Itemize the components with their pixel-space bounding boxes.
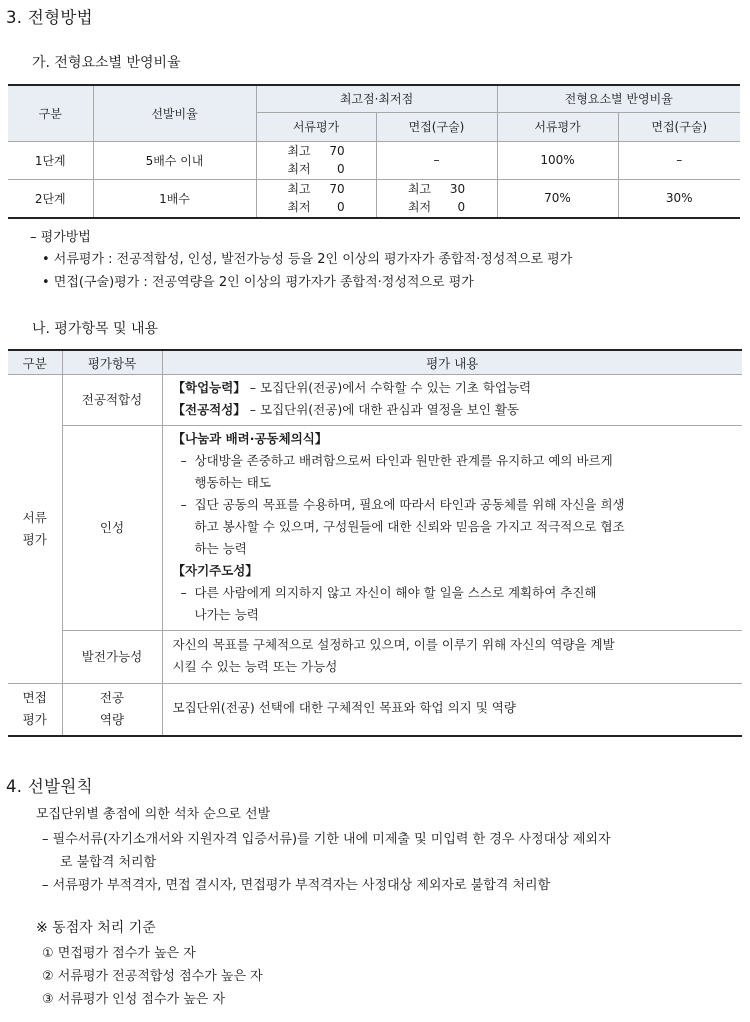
interview-minmax-cell: 최고 30 최저 0	[376, 179, 497, 218]
th-doc: 서류평가	[256, 112, 376, 141]
th-doc-weight: 서류평가	[497, 112, 618, 141]
method-doc: • 서류평가 : 전공적합성, 인성, 발전가능성 등을 2인 이상의 평가자가 종합적·정성적으로 평가	[42, 252, 573, 267]
interview-eval-group: 면접 평가	[8, 684, 62, 736]
item-potential: 발전가능성	[62, 631, 162, 684]
table-row	[8, 684, 742, 736]
interview-minmax-cell: –	[376, 141, 497, 179]
tie-break-rule-1: ① 면접평가 점수가 높은 자	[42, 946, 196, 961]
section-4-title: 4. 선발원칙	[6, 777, 93, 796]
item-competence: 전공 역량	[62, 684, 162, 736]
doc-minmax-cell: 최고 70 최저 0	[256, 141, 376, 179]
selection-principle: 모집단위별 총점에 의한 석차 순으로 선발	[36, 807, 271, 822]
table-row	[8, 141, 740, 179]
doc-weight-cell: 100%	[497, 141, 618, 179]
interview-weight-cell: 30%	[618, 179, 740, 218]
doc-weight-cell: 70%	[497, 179, 618, 218]
table-row	[8, 375, 742, 426]
content-character: 【나눔과 배려·공동체의식】 – 상대방을 존중하고 배려함으로써 타인과 원만한 관계를 유지하고 예의 바르게 행동하는 태도 – 집단 공동의 목표를 수용하며, 필요에 따라서 타인과 공동체를 위해 자신을 희생 하고 봉사할 수 있으며, 구성원들에 대한 신뢰와 믿음을 가지고 적극적으로 협조 하는 능력 【자기주도성】 – 다른 사람에게 의지하지 않고 자신이 해야 할 일을 스스로 계획하여 추진해 나가는 능력	[162, 426, 742, 631]
method-interview: • 면접(구술)평가 : 전공역량을 2인 이상의 평가자가 종합적·정성적으로 평가	[42, 275, 474, 290]
table-row	[8, 426, 742, 631]
tie-break-title: ※ 동점자 처리 기준	[36, 920, 156, 936]
exclusion-rule-1-cont: 로 불합격 처리함	[60, 855, 157, 870]
content-competence: 모집단위(전공) 선택에 대한 구체적인 목표와 학업 의지 및 역량	[162, 684, 742, 736]
subsection-b-title: 나. 평가항목 및 내용	[32, 321, 158, 337]
th-interview: 면접(구술)	[376, 112, 497, 141]
stage-cell: 2단계	[8, 179, 93, 218]
tie-break-rule-2: ② 서류평가 전공적합성 점수가 높은 자	[42, 969, 263, 984]
th-item: 평가항목	[62, 350, 162, 375]
content-major-fit: 【학업능력】 – 모집단위(전공)에서 수학할 수 있는 기초 학업능력 【전공적성】 – 모집단위(전공)에 대한 관심과 열정을 보인 활동	[162, 375, 742, 426]
th-gubun: 구분	[8, 350, 62, 375]
ratio-cell: 1배수	[93, 179, 256, 218]
doc-eval-group: 서류 평가	[8, 375, 62, 684]
exclusion-rule-2: – 서류평가 부적격자, 면접 결시자, 면접평가 부적격자는 사정대상 제외자로 불합격 처리함	[42, 878, 551, 893]
interview-weight-cell: –	[618, 141, 740, 179]
tie-break-rule-3: ③ 서류평가 인성 점수가 높은 자	[42, 992, 226, 1007]
th-ratio: 선발비율	[93, 85, 256, 141]
stage-cell: 1단계	[8, 141, 93, 179]
table-row	[8, 179, 740, 218]
section-3-title: 3. 전형방법	[6, 8, 93, 27]
doc-minmax-cell: 최고 70 최저 0	[256, 179, 376, 218]
exclusion-rule-1: – 필수서류(자기소개서와 지원자격 입증서류)를 기한 내에 미제출 및 미입력 한 경우 사정대상 제외자	[42, 832, 611, 847]
th-content: 평가 내용	[162, 350, 742, 375]
subsection-a-title: 가. 전형요소별 반영비율	[32, 55, 181, 71]
evaluation-table	[8, 349, 742, 737]
weight-table	[8, 84, 740, 219]
method-title: – 평가방법	[30, 230, 91, 245]
table-row	[8, 631, 742, 684]
th-weight: 전형요소별 반영비율	[497, 85, 740, 112]
item-character: 인성	[62, 426, 162, 631]
ratio-cell: 5배수 이내	[93, 141, 256, 179]
th-interview-weight: 면접(구술)	[618, 112, 740, 141]
item-major-fit: 전공적합성	[62, 375, 162, 426]
th-minmax: 최고점·최저점	[256, 85, 497, 112]
content-potential: 자신의 목표를 구체적으로 설정하고 있으며, 이를 이루기 위해 자신의 역량을 계발 시킬 수 있는 능력 또는 가능성	[162, 631, 742, 684]
th-gubun: 구분	[8, 85, 93, 141]
